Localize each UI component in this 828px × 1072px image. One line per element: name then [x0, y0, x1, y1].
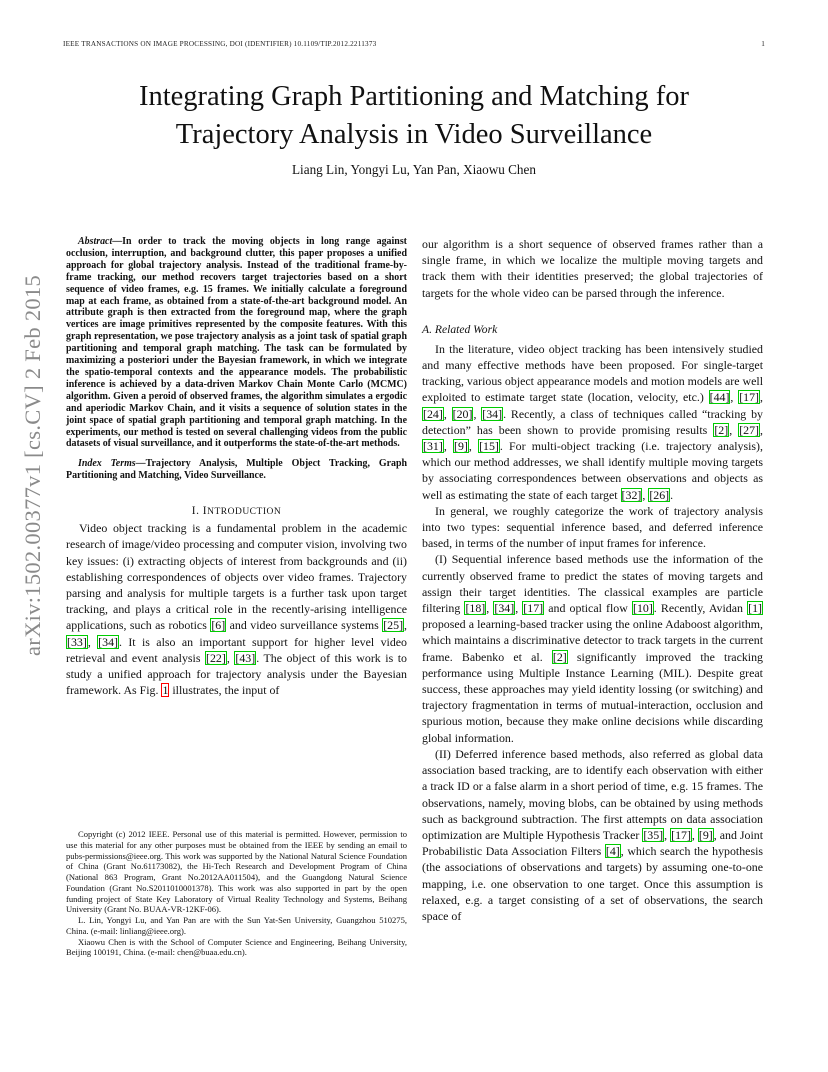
- citation-link[interactable]: [26]: [649, 487, 670, 502]
- citation-link[interactable]: [9]: [454, 439, 468, 454]
- index-terms: [66, 458, 407, 482]
- citation-link[interactable]: [27]: [739, 422, 760, 437]
- subsection-heading-related-work: A. Related Work: [422, 322, 498, 336]
- citation-link[interactable]: [31]: [423, 439, 443, 454]
- affiliation-footnote: Xiaowu Chen is with the School of Computer Science and Engineering, Beihang University, Beijing 100191, China. (e-mail: chen@buaa.edu.cn).: [66, 936, 407, 958]
- continued-paragraph: our algorithm is a short sequence of observed frames rather than a single frame, in which we localize the multiple moving targets and track them with their identities preserved; the global trajectories of targets for the whole video can be parsed through the inference.: [422, 237, 763, 300]
- figure-link[interactable]: 1: [162, 683, 169, 698]
- citation-link[interactable]: [18]: [465, 601, 486, 616]
- citation-link[interactable]: [4]: [605, 844, 620, 859]
- abstract: [66, 236, 407, 450]
- citation-link[interactable]: [10]: [632, 601, 653, 616]
- citation-link[interactable]: [17]: [671, 827, 691, 842]
- affiliation-footnote: L. Lin, Yongyi Lu, and Yan Pan are with the Sun Yat-Sen University, Guangzhou 510275, China. (e-mail: linliang@ieee.org).: [66, 915, 407, 936]
- related-work-paragraph: In the literature, video object tracking has been intensively studied and many effective methods have been proposed. For single-target tracking, various object appearance models and motion models are well exploited to estimate target state (location, velocity, etc.) [44], [17], [24], [20], [34]. Recently, a class of techniques called “tracking by detection” has been shown to provide promising results [2], [27], [31], [9], [15]. For multi-object tracking (i.e. trajectory analysis), which our method addresses, we shall identify multiple moving targets by associating correspondences between observations and objects as well as estimating the state of each target [32], [26].: [422, 341, 763, 502]
- citation-link[interactable]: [34]: [494, 601, 515, 616]
- arxiv-sidebar: [0, 274, 45, 656]
- citation-link[interactable]: [2]: [714, 422, 729, 437]
- citation-link[interactable]: [34]: [482, 406, 503, 421]
- journal-header: IEEE TRANSACTIONS ON IMAGE PROCESSING, DOI (IDENTIFIER) 10.1109/TIP.2012.2211373: [63, 40, 377, 48]
- citation-link[interactable]: [34]: [98, 634, 118, 649]
- citation-link[interactable]: [6]: [211, 618, 226, 633]
- index-terms-label: Index Terms: [78, 458, 136, 470]
- citation-link[interactable]: [32]: [621, 487, 642, 502]
- citation-link[interactable]: [20]: [452, 406, 473, 421]
- running-header: [63, 40, 765, 48]
- index-terms-text: —Trajectory Analysis, Multiple Object Tracking, Graph Partitioning and Matching, Video Surveillance.: [66, 458, 408, 482]
- citation-link[interactable]: [15]: [479, 439, 499, 454]
- citation-link[interactable]: [1]: [748, 601, 762, 616]
- citation-link[interactable]: [22]: [206, 650, 226, 665]
- section-heading-introduction: I. INTRODUCTION: [191, 505, 282, 518]
- categories-paragraph: In general, we roughly categorize the work of trajectory analysis into two types: sequential inference based, and deferred inference based, in terms of the number of input frames for inference.: [422, 503, 763, 551]
- intro-paragraph: Video object tracking is a fundamental problem in the academic research of image/video processing and computer vision, involving two key issues: (i) extracting objects of interest from backgrounds and (ii) establishing correspondences of objects over video frames. Trajectory parsing and analysis for multiple targets is a further task upon target tracking, and plays a critical role in the recently-arising intelligence applications, such as robotics [6] and video surveillance systems [25], [33], [34]. It is also an important support for higher level video retrieval and event analysis [22], [43]. The object of this work is to study a unified approach for trajectory analysis under the Bayesian framework. As Fig. 1 illustrates, the input of: [66, 521, 408, 698]
- copyright-footnote: Copyright (c) 2012 IEEE. Personal use of this material is permitted. However, permission to use this material for any other purposes must be obtained from the IEEE by sending an email to pubs-permissions@ieee.org. This work was supported by the National Natural Science Foundation of China (Grant No.61173082), the Hi-Tech Research and Development Program of China (National 863 Program, Grant No.2012AA011504), and the Guangdong Natural Science Foundation (Grant No.S2011010001378). This work was also supported in part by the open funding project of State Key Laboratory of Virtual Reality Technology and Systems, Beihang University (Grant No. BUAA-VR-12KF-06).: [66, 829, 407, 915]
- citation-link[interactable]: [43]: [235, 650, 256, 665]
- abstract-text: —In order to track the moving objects in long range against occlusion, interruption, and background clutter, this paper proposes a unified approach for global trajectory analysis. Instead of the traditional frame-by-frame tracking, our method recovers target trajectories based on a short sequence of video frames, e.g. 15 frames. We initially calculate a foreground map at each frame, as obtained from a state-of-the-art background model. An attribute graph is then extracted from the foreground map, where the graph vertices are image primitives represented by the composite features. With this graph representation, we pose trajectory analysis as a joint task of spatial graph partitioning and temporal graph matching. The task can be formulated by maximizing a posteriori under the Bayesian framework, in which we integrate the spatio-temporal contexts and the appearance models. The probabilistic inference is achieved by a data-driven Markov Chain Monte Carlo (MCMC) algorithm. Given a peroid of observed frames, the algorithm simulates a ergodic and aperiodic Markov Chain, and it visits a sequence of solution states in the joint space of spatial graph partitioning and temporal graph matching. In the experiments, our method is tested on several challenging videos from the public datasets of visual surveillance, and it outperforms the state-of-the-art methods.: [66, 236, 407, 450]
- citation-link[interactable]: [44]: [709, 390, 730, 405]
- sequential-inference-paragraph: (I) Sequential inference based methods use the information of the currently observed frame to predict the states of moving targets and assign their target identities. The classical examples are particle filtering [18], [34], [17] and optical flow [10]. Recently, Avidan [1] proposed a learning-based tracker using the online Adaboost algorithm, which maintains a discriminative detector to track targets in the current frame. Babenko et al. [2] significantly improved the tracking performance using Multiple Instance Learning (MIL). Despite great success, these approaches may yield identity lossing (or switching) and trajectory fragmentation in terms of mutual-interaction, occlusion and spurious motion, because they make online decisions while discarding global information.: [422, 552, 763, 745]
- citation-link[interactable]: [17]: [739, 390, 759, 405]
- citation-link[interactable]: [2]: [552, 649, 567, 664]
- title-line-2: Trajectory Analysis in Video Surveillance: [175, 119, 653, 150]
- paper-title: [63, 78, 765, 154]
- citation-link[interactable]: [9]: [698, 827, 713, 842]
- left-column: [66, 236, 407, 698]
- citation-link[interactable]: [24]: [423, 406, 443, 421]
- citation-link[interactable]: [33]: [67, 634, 87, 649]
- arxiv-id: arXiv:1502.00377v1 [cs.CV] 2 Feb 2015: [20, 274, 45, 656]
- citation-link[interactable]: [35]: [643, 827, 664, 842]
- footnotes: [66, 829, 407, 958]
- title-line-1: Integrating Graph Partitioning and Matching for: [138, 81, 690, 112]
- deferred-inference-paragraph: (II) Deferred inference based methods, also referred as global data association based tracking, are to identify each observation with either a track ID or a false alarm in a short period of time, e.g. 15 frames. The observations, namely, moving blobs, can be obtained by using methods such as background subtraction. The first attempts on data association optimization are Multiple Hypothesis Tracker [35], [17], [9], and Joint Probabilistic Data Association Filters [4], which search the hypothesis (the associations of observations and targets) by assuming one-to-one mapping, i.e. one observation to one target. Once this assumption is relaxed, e.g. a target consisting of a set of observations, the search space of: [422, 746, 764, 923]
- citation-link[interactable]: [17]: [523, 601, 544, 616]
- abstract-label: Abstract: [78, 236, 113, 247]
- citation-link[interactable]: [25]: [383, 618, 404, 633]
- right-column: [422, 236, 763, 924]
- page-number: 1: [761, 40, 765, 48]
- author-list: Liang Lin, Yongyi Lu, Yan Pan, Xiaowu Chen: [292, 162, 536, 177]
